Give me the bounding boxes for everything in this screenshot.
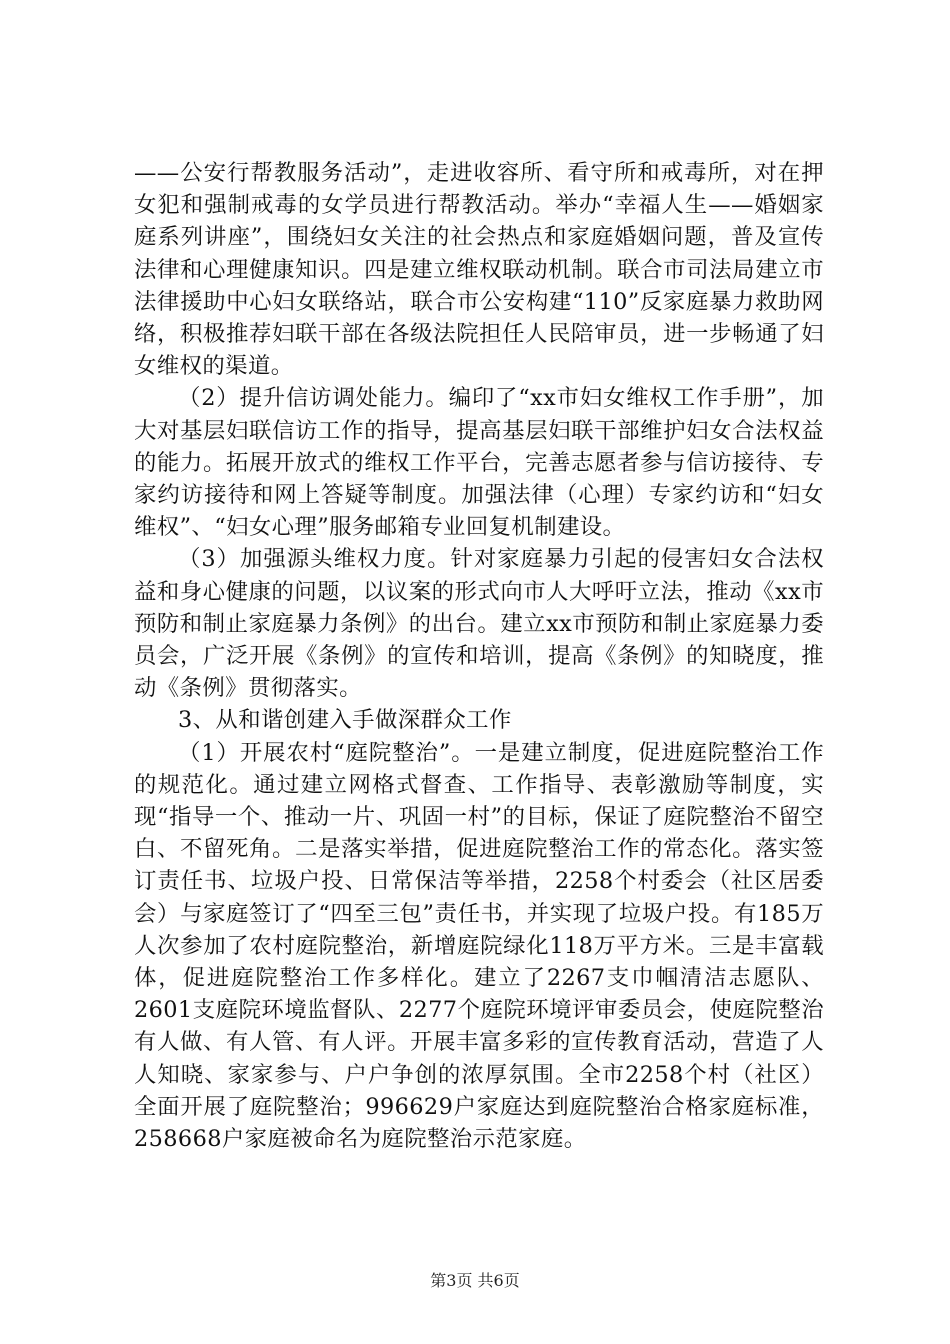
paragraph-5: （1）开展农村“庭院整治”。一是建立制度，促进庭院整治工作的规范化。通过建立网格式督查、工作指导、表彰激励等制度，实现“指导一个、推动一片、巩固一村”的目标，保证了庭院整治不留空白、不留死角。二是落实举措，促进庭院整治工作的常态化。落实签订责任书、垃圾户投、日常保洁等举措，2258个村委会（社区居委会）与家庭签订了“四至三包”责任书，并实现了垃圾户投。有185万人次参加了农村庭院整治，新增庭院绿化118万平方米。三是丰富载体，促进庭院整治工作多样化。建立了2267支巾帼清洁志愿队、2601支庭院环境监督队、2277个庭院环境评审委员会，使庭院整治有人做、有人管、有人评。开展丰富多彩的宣传教育活动，营造了人人知晓、家家参与、户户争创的浓厚氛围。全市2258个村（社区）全面开展了庭院整治；996629户家庭达到庭院整治合格家庭标准，258668户家庭被命名为庭院整治示范家庭。 — [134, 739, 824, 1153]
document-body — [134, 157, 824, 1155]
page-number-footer: 第3页 共6页 — [430, 1271, 520, 1290]
section-heading: 3、从和谐创建入手做深群众工作 — [178, 707, 512, 734]
paragraph-2: （2）提升信访调处能力。编印了“xx市妇女维权工作手册”，加大对基层妇联信访工作的指导，提高基层妇联干部维护妇女合法权益的能力。拓展开放式的维权工作平台，完善志愿者参与信访接待、专家约访接待和网上答疑等制度。加强法律（心理）专家约访和“妇女维权”、“妇女心理”服务邮箱专业回复机制建设。 — [134, 385, 824, 541]
paragraph-1: ——公安行帮教服务活动”，走进收容所、看守所和戒毒所，对在押女犯和强制戒毒的女学员进行帮教活动。举办“幸福人生——婚姻家庭系列讲座”，围绕妇女关注的社会热点和家庭婚姻问题，普及宣传法律和心理健康知识。四是建立维权联动机制。联合市司法局建立市法律援助中心妇女联络站，联合市公安构建“110”反家庭暴力救助网络，积极推荐妇联干部在各级法院担任人民陪审员，进一步畅通了妇女维权的渠道。 — [134, 160, 824, 380]
paragraph-3: （3）加强源头维权力度。针对家庭暴力引起的侵害妇女合法权益和身心健康的问题，以议案的形式向市人大呼吁立法，推动《xx市预防和制止家庭暴力条例》的出台。建立xx市预防和制止家庭暴力委员会，广泛开展《条例》的宣传和培训，提高《条例》的知晓度，推动《条例》贯彻落实。 — [134, 546, 824, 702]
